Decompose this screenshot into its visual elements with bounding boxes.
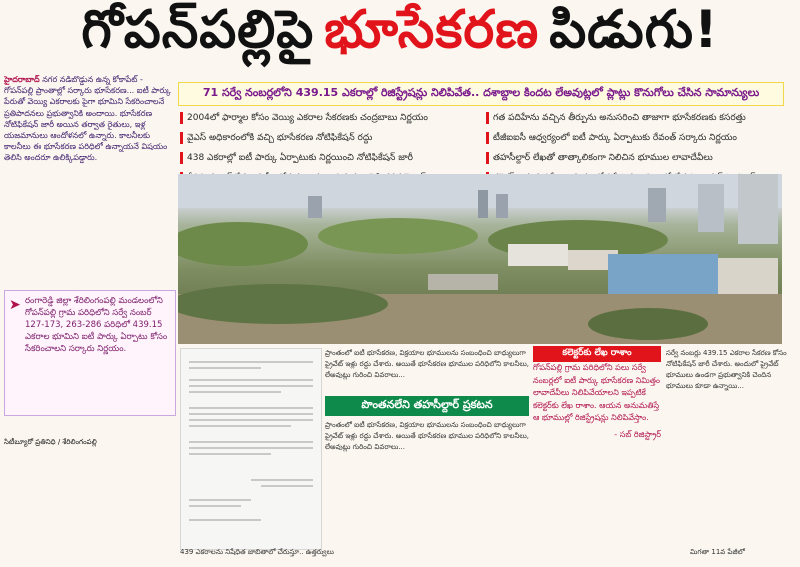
timeline-item: 438 ఎకరాల్లో ఐటీ పార్కు ఏర్పాటుకు నిర్ణయించి నోటిఫికేషన్‌ జారీ bbox=[180, 148, 480, 168]
collector-signature: - సబ్‌ రిజిస్ట్రార్‌ bbox=[614, 429, 661, 439]
body-text-mid: ప్రాంతంలో ఐటీ భూసేకరణ, విక్రయాల భూములను సంబంధించి బాధ్యులుగా ప్రైవేట్‌ ఇళ్లు రద్దు చేశారు. అయితే భూసేకరణ భూముల పరిధిలోని కాలనీలు, లేఅవుట్లు గురించి వివరాలు... bbox=[325, 349, 529, 379]
section-subhead: పొంతనలేని తహసీల్దార్‌ ప్రకటన bbox=[325, 396, 529, 416]
body-text-mid-lower: ప్రాంతంలో ఐటీ భూసేకరణ, విక్రయాల భూములను సంబంధించి బాధ్యులుగా ప్రైవేట్‌ ఇళ్లు రద్దు చేశారు. అయితే భూసేకరణ భూముల పరిధిలోని కాలనీలు, లేఅవుట్లు గురించి వివరాలు... bbox=[325, 421, 529, 451]
timeline-item: 2004లో ఫార్మాల కోసం వెయ్యి ఎకరాల సేకరణకు చంద్రబాబు నిర్ణయం bbox=[180, 108, 480, 128]
photo-caption: 439 ఎకరాలను నిషేధిత జాబితాలో చేరుస్తూ.. ఉత్తర్వులు bbox=[180, 548, 334, 556]
timeline-item: టీజీఐఐసీ ఆధ్వర్యంలో ఐటీ పార్కు ఏర్పాటుకు రేవంత్‌ సర్కారు నిర్ణయం bbox=[486, 128, 782, 148]
continued-note: మిగతా 11వ పేజీలో bbox=[690, 548, 745, 556]
location-box bbox=[4, 290, 176, 416]
byline: సిటీబ్యూరో ప్రతినిధి / శేరిలింగంపల్లి bbox=[4, 438, 97, 446]
government-order-image bbox=[180, 348, 322, 550]
collector-box-body bbox=[533, 362, 661, 514]
timeline-item: గత పదిహేను వచ్చిన తీర్పును అనుసరించి తాజాగా భూసేకరణకు కసరత్తు bbox=[486, 108, 782, 128]
headline-part1: గోపన్‌పల్లిపై bbox=[81, 0, 315, 60]
headline-part2: భూసేకరణ bbox=[324, 0, 540, 60]
page-headline bbox=[0, 0, 800, 72]
left-lead: హైదరాబాద్‌ bbox=[4, 75, 40, 84]
collector-text: గోపన్‌పల్లి గ్రామ పరిధిలోని పలు సర్వే నంబర్లలో ఐటీ పార్కు భూసేకరణ నిమిత్తం లావాదేవీలు నిలిపివేయాలని ఇప్పటికే కలెక్టర్‌కు లేఖ రాశాం. ఆయన అనుమతిస్తే ఆ భూముల్లో రిజిస్ట్రేషన్లు నిలిపివేస్తాం. bbox=[533, 363, 660, 422]
timeline-item: తహసీల్దార్‌ లేఖతో తాత్కాలికంగా నిలిచిన భూముల లావాదేవీలు bbox=[486, 148, 782, 168]
collector-box-title: కలెక్టర్‌కు లేఖ రాశాం bbox=[533, 346, 661, 362]
left-text: నగర నడిబొడ్డున ఉన్న కోకాపేట్‌ - గోపన్‌పల్లి ప్రాంతాల్లో సర్కారు భూసేకరణ... ఐటీ పార్కు పేరుతో వెయ్యి ఎకరాలకు పైగా భూమిని సేకరించాలనే ప్రతిపాదనలు ప్రభుత్వానికి అందాయి. భూసేకరణ నోటిఫికేషన్‌ జారీ అయిన తర్వాత రైతులు, ఇళ్ల యజమానులు ఆందోళనలో ఉన్నారు. కాలనీలకు కాలనీలు ఈ భూసేకరణ పరిధిలో ఉన్నాయనే విషయం తెలిసి అందరూ ఉలిక్కిపడ్డారు. bbox=[4, 75, 171, 163]
aerial-photo bbox=[178, 174, 782, 344]
arrow-icon: ➤ bbox=[9, 297, 21, 313]
body-text-right: సర్వే నంబర్లు 439.15 ఎకరాల సేకరణ కోసం నోటిఫికేషన్‌ జారీ చేశారు. అందులో ప్రైవేట్‌ భూములు ఉండగా ప్రభుత్వానికి చెందిన భూములు కూడా ఉన్నాయి... bbox=[666, 349, 787, 390]
headline-part3: పిడుగు! bbox=[549, 0, 719, 60]
timeline-item: వైఎస్‌ అధికారంలోకి వచ్చి భూసేకరణ నోటిఫికేషన్‌ రద్దు bbox=[180, 128, 480, 148]
location-text: రంగారెడ్డి జిల్లా శేరిలింగంపల్లి మండలంలోని గోపన్‌పల్లి గ్రామ పరిధిలోని సర్వే నంబర్‌ 127-173, 263-286 పరిధిలో 439.15 ఎకరాల భూమిని ఐటీ పార్కు ఏర్పాటు కోసం సేకరించాలని సర్కారు నిర్ణయం. bbox=[25, 296, 168, 354]
subheadline-banner: 71 సర్వే నంబర్లలోని 439.15 ఎకరాల్లో రిజిస్ట్రేషన్లు నిలిపివేత.. దశాబ్దాల కిందట లేఅవుట్లలో ప్లాట్లు కొనుగోలు చేసిన సామాన్యులు bbox=[178, 82, 784, 106]
